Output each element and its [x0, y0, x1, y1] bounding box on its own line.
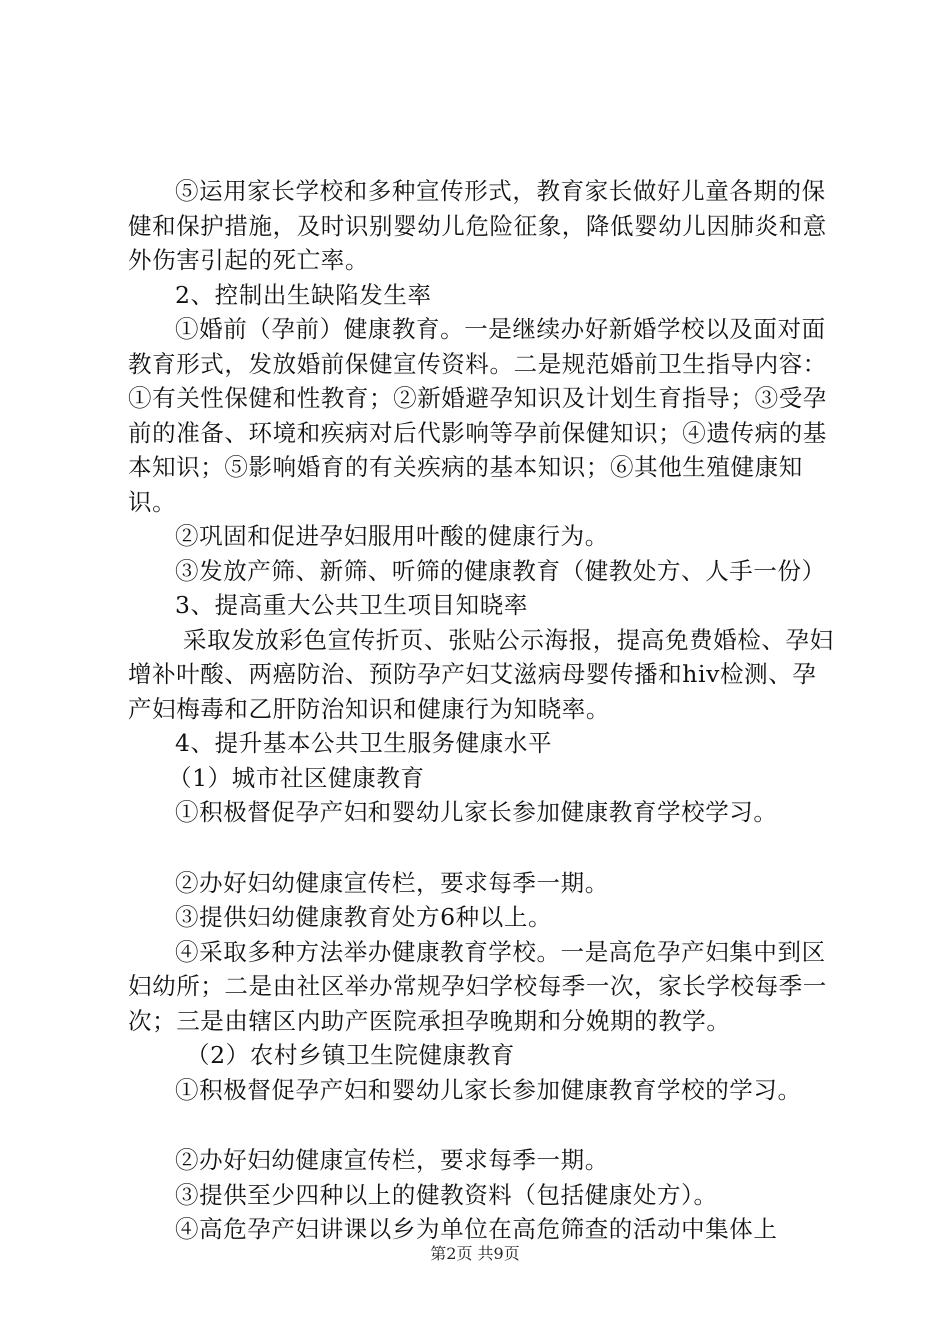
- paragraph-urban-item-4: ④采取多种方法举办健康教育学校。一是高危孕产妇集中到区妇幼所；二是由社区举办常规孕妇学校每季一次，家长学校每季一次；三是由辖区内助产医院承担孕晚期和分娩期的教学。: [128, 937, 827, 1035]
- paragraph-rural-item-3: ③提供至少四种以上的健教资料（包括健康处方）。: [175, 1180, 718, 1209]
- paragraph-urban-item-3: ③提供妇幼健康教育处方6种以上。: [175, 903, 553, 931]
- paragraph-item-5-prevention: ⑤运用家长学校和多种宣传形式，教育家长做好儿童各期的保健和保护措施，及时识别婴幼儿危险征象，降低婴幼儿因肺炎和意外伤害引起的死亡率。: [128, 177, 827, 274]
- paragraph-rural-item-1: ①积极督促孕产妇和婴幼儿家长参加健康教育学校的学习。: [175, 1075, 802, 1104]
- paragraph-rural-item-4: ④高危孕产妇讲课以乡为单位在高危筛查的活动中集体上: [175, 1215, 778, 1243]
- paragraph-screening-education: ③发放产筛、新筛、听筛的健康教育（健教处方、人手一份）: [175, 556, 826, 585]
- document-body: [128, 174, 840, 1247]
- page-number-footer: 第2页 共9页: [430, 1244, 520, 1263]
- section-heading-awareness-rate: 3、提高重大公共卫生项目知晓率: [175, 591, 528, 619]
- paragraph-premarital-education: ①婚前（孕前）健康教育。一是继续办好新婚学校以及面对面教育形式，发放婚前保健宣传资料。二是规范婚前卫生指导内容：①有关性保健和性教育；②新婚避孕知识及计划生育指导；③受孕前的准备、环境和疾病对后代影响等孕前保健知识；④遗传病的基本知识；⑤影响婚育的有关疾病的基本知识；⑥其他生殖健康知识。: [128, 315, 827, 516]
- subsection-heading-urban: （1）城市社区健康教育: [168, 763, 425, 792]
- paragraph-awareness-measures: 采取发放彩色宣传折页、张贴公示海报，提高免费婚检、孕妇增补叶酸、两癌防治、预防孕产妇艾滋病母婴传播和hiv检测、孕产妇梅毒和乙肝防治知识和健康行为知晓率。: [128, 625, 834, 723]
- paragraph-rural-item-2: ②办好妇幼健康宣传栏，要求每季一期。: [175, 1146, 609, 1174]
- section-heading-public-health: 4、提升基本公共卫生服务健康水平: [175, 729, 553, 757]
- paragraph-folic-acid: ②巩固和促进孕妇服用叶酸的健康行为。: [175, 522, 609, 550]
- paragraph-urban-item-1: ①积极督促孕产妇和婴幼儿家长参加健康教育学校学习。: [175, 798, 778, 826]
- subsection-heading-rural: （2）农村乡镇卫生院健康教育: [186, 1041, 515, 1069]
- section-heading-birth-defects: 2、控制出生缺陷发生率: [175, 280, 432, 309]
- paragraph-urban-item-2: ②办好妇幼健康宣传栏，要求每季一期。: [175, 868, 609, 897]
